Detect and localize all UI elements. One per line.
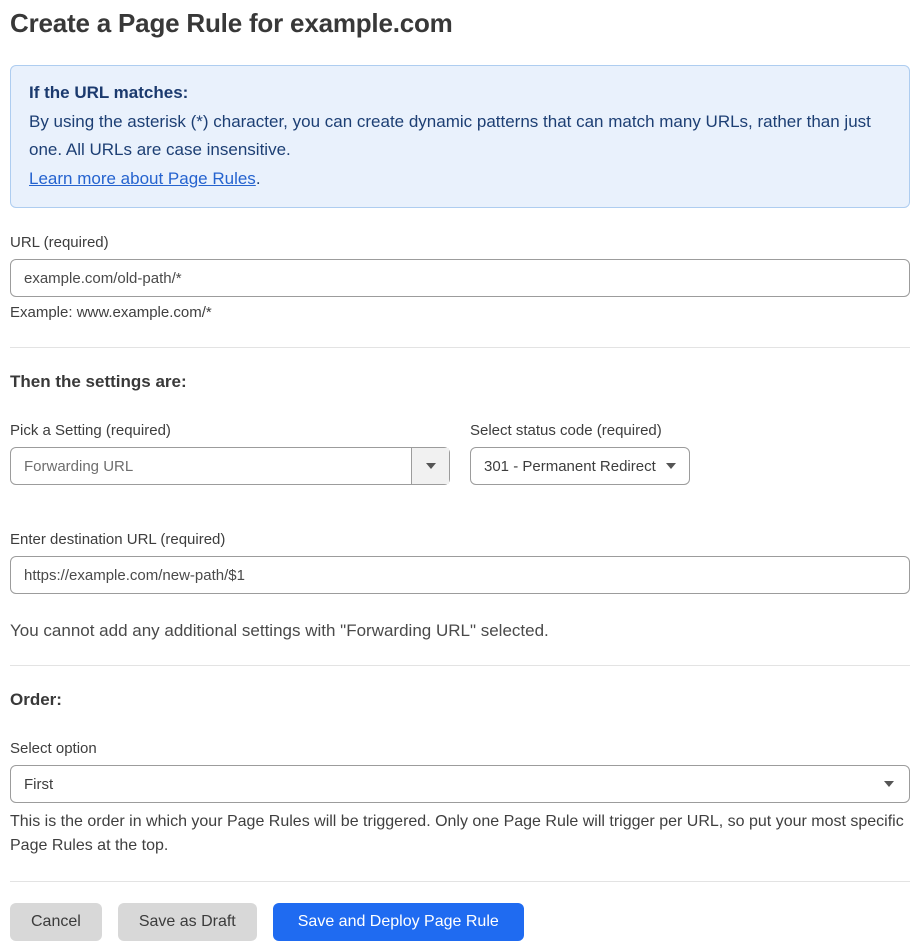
setting-dropdown-button[interactable] <box>411 448 449 484</box>
divider <box>10 665 910 666</box>
setting-picker-select[interactable] <box>10 447 450 485</box>
status-code-column <box>470 422 690 485</box>
divider <box>10 881 910 882</box>
order-section-heading: Order: <box>10 690 62 709</box>
destination-url-label: Enter destination URL (required) <box>10 531 226 548</box>
destination-url-block <box>10 531 910 594</box>
order-select-value: First <box>24 775 54 793</box>
footer-actions <box>10 903 910 941</box>
save-as-draft-button[interactable]: Save as Draft <box>118 903 257 941</box>
forwarding-url-note: You cannot add any additional settings with "Forwarding URL" selected. <box>10 621 549 640</box>
info-box-link-line <box>29 165 891 194</box>
save-and-deploy-button[interactable]: Save and Deploy Page Rule <box>273 903 524 941</box>
order-helper-text: This is the order in which your Page Rules will be triggered. Only one Page Rule will trigger per URL, so put your most specific Page Rules at the top. <box>10 813 904 854</box>
status-code-label: Select status code (required) <box>470 422 662 439</box>
url-input[interactable] <box>10 259 910 297</box>
chevron-down-icon <box>426 463 436 469</box>
divider <box>10 347 910 348</box>
settings-row <box>10 422 910 485</box>
order-select[interactable] <box>10 765 910 803</box>
page-title: Create a Page Rule for example.com <box>10 8 453 38</box>
chevron-down-icon <box>666 463 676 469</box>
learn-more-link[interactable]: Learn more about Page Rules <box>29 168 256 188</box>
setting-picker-column <box>10 422 450 485</box>
url-example-helper: Example: www.example.com/* <box>10 304 212 321</box>
settings-section-heading: Then the settings are: <box>10 372 187 391</box>
link-suffix: . <box>255 168 261 188</box>
info-box-body: By using the asterisk (*) character, you can create dynamic patterns that can match many URLs, rather than just one. All URLs are case insensitive. <box>29 111 871 159</box>
order-select-label: Select option <box>10 740 97 757</box>
setting-picker-value: Forwarding URL <box>24 457 134 475</box>
info-box-heading: If the URL matches: <box>29 83 189 102</box>
url-match-info-box <box>10 65 910 208</box>
status-code-value: 301 - Permanent Redirect <box>484 457 656 475</box>
setting-picker-label: Pick a Setting (required) <box>10 422 171 439</box>
destination-url-input[interactable] <box>10 556 910 594</box>
cancel-button[interactable]: Cancel <box>10 903 102 941</box>
status-code-select[interactable] <box>470 447 690 485</box>
chevron-down-icon <box>884 781 894 787</box>
url-field-label: URL (required) <box>10 234 109 251</box>
